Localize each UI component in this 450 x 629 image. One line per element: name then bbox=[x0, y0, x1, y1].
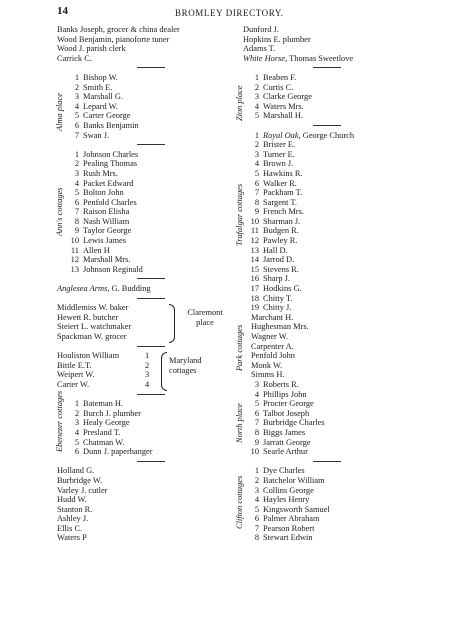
entry-text: Monk W. bbox=[251, 360, 283, 370]
entry-number: 11 bbox=[70, 245, 79, 255]
entry-number: 8 bbox=[254, 533, 259, 543]
section-label: Alma place bbox=[55, 92, 64, 131]
anns-entry bbox=[57, 169, 232, 179]
section-rule bbox=[137, 144, 165, 145]
alma-entry bbox=[57, 83, 232, 93]
entry-text: Budgen R. bbox=[263, 226, 299, 236]
entry-text: Hughesman Mrs. bbox=[251, 322, 309, 332]
entry-text: Marshall G. bbox=[83, 92, 124, 102]
anns-entry bbox=[57, 150, 232, 160]
entry-text: Johnson Reginald bbox=[83, 264, 143, 274]
entry-text: Rush Mrs. bbox=[83, 168, 118, 178]
trafalgar-entry bbox=[243, 198, 418, 208]
entry-text: Raison Elisha bbox=[83, 207, 130, 217]
entry-text: Beaben F. bbox=[263, 72, 297, 82]
entry-number: 10 bbox=[250, 216, 259, 226]
trafalgar-entry bbox=[243, 303, 418, 313]
section-rule bbox=[313, 125, 341, 126]
section-label: Trafalgar cottages bbox=[235, 183, 244, 246]
trafalgar-entry bbox=[243, 255, 418, 265]
entry-text: Hopkins E. plumber bbox=[243, 34, 311, 44]
entry-number: 1 bbox=[74, 399, 79, 409]
entry-number: 3 bbox=[254, 485, 259, 495]
entry-number: 7 bbox=[254, 523, 259, 533]
entry-number: 9 bbox=[254, 437, 259, 447]
entry-number: 4 bbox=[254, 495, 259, 505]
entry-number: 5 bbox=[74, 111, 79, 121]
entry-line bbox=[57, 35, 232, 45]
entry-text: Dunford J. bbox=[243, 25, 279, 34]
claremont-brace bbox=[169, 304, 175, 342]
entry-text: Ashley J. bbox=[57, 514, 89, 524]
entry-number: 5 bbox=[74, 188, 79, 198]
entry-text: Clarke George bbox=[263, 92, 312, 102]
entry-number: 5 bbox=[254, 504, 259, 514]
entry-text: Waters P bbox=[57, 533, 87, 543]
trafalgar-entry bbox=[243, 226, 418, 236]
entry-number: 13 bbox=[70, 264, 79, 274]
section-rule bbox=[137, 461, 165, 462]
entry-text: Burch J. plumber bbox=[83, 408, 141, 418]
entry-number: 7 bbox=[74, 130, 79, 140]
entry-number: 2 bbox=[74, 408, 79, 418]
entry-text: Chitty T. bbox=[263, 293, 293, 303]
entry-number: 10 bbox=[250, 447, 259, 457]
entry-number: 12 bbox=[70, 255, 79, 265]
entry-text: Adams T. bbox=[243, 44, 276, 54]
separator-row bbox=[243, 121, 418, 131]
section-label: Zion place bbox=[235, 85, 244, 121]
entry-text: Biggs James bbox=[263, 427, 306, 437]
inn-name: White Horse, bbox=[243, 53, 288, 63]
entry-text: Bittle E.T. bbox=[57, 360, 92, 370]
section-label: Park cottages bbox=[235, 324, 244, 371]
anns-entry bbox=[57, 159, 232, 169]
entry-line bbox=[57, 514, 232, 524]
right-column bbox=[235, 25, 418, 543]
entry-text: Presland T. bbox=[83, 427, 121, 437]
clifton-entry bbox=[243, 524, 418, 534]
anns-entry bbox=[57, 207, 232, 217]
entry-text: Turner E. bbox=[263, 149, 295, 159]
entry-number: 3 bbox=[74, 92, 79, 102]
ebenezer-entry bbox=[57, 447, 232, 457]
entry-text: Wood Benjamin, pianoforte tuner bbox=[57, 34, 170, 44]
entry-number: 2 bbox=[254, 140, 259, 150]
entry-number: 19 bbox=[250, 303, 259, 313]
entry-line bbox=[57, 54, 232, 64]
entry-text: Taylor George bbox=[83, 226, 132, 236]
entry-text: Jarratt George bbox=[263, 437, 311, 447]
trafalgar-entry bbox=[243, 265, 418, 275]
entry-text: Hayles Henry bbox=[263, 495, 310, 505]
anns-entry bbox=[57, 265, 232, 275]
entry-text: Carter W. bbox=[57, 379, 90, 389]
clifton-entry bbox=[243, 476, 418, 486]
entry-number: 18 bbox=[250, 293, 259, 303]
trafalgar-entry bbox=[243, 179, 418, 189]
north-entry bbox=[243, 380, 418, 390]
entry-text: Hodkins G. bbox=[263, 284, 302, 294]
entry-number: 6 bbox=[74, 447, 79, 457]
entry-text: Dunn J. paperhanger bbox=[83, 447, 153, 457]
entry-line bbox=[57, 495, 232, 505]
entry-line bbox=[57, 25, 232, 35]
entry-text: Carter George bbox=[83, 111, 131, 121]
inn-keeper: Thomas Sweetlove bbox=[289, 53, 354, 63]
entry-number: 3 bbox=[254, 149, 259, 159]
entry-text: Steiert L. watchmaker bbox=[57, 322, 132, 332]
page-number: 14 bbox=[57, 5, 68, 17]
entry-text: Holland G. bbox=[57, 466, 95, 476]
anns-entry bbox=[57, 246, 232, 256]
entry-number: 2 bbox=[74, 82, 79, 92]
entry-text: Stanton R. bbox=[57, 504, 93, 514]
entry-text: Carrick C. bbox=[57, 53, 92, 63]
entry-text: Penfold Charles bbox=[83, 197, 137, 207]
anglesea-arms-line bbox=[57, 284, 232, 294]
entry-text: Pealing Thomas bbox=[83, 159, 138, 169]
left-column bbox=[57, 25, 232, 543]
trafalgar-entry bbox=[243, 274, 418, 284]
entry-text: Weipert W. bbox=[57, 370, 95, 380]
maryland-label: Maryland cottages bbox=[169, 356, 202, 375]
entry-text: Sargent T. bbox=[263, 197, 297, 207]
entry-text: Penfold John bbox=[251, 351, 295, 361]
entry-text: Bateman H. bbox=[83, 399, 124, 409]
entry-text: Carpenter A. bbox=[251, 341, 294, 351]
entry-text: Chatman W. bbox=[83, 437, 125, 447]
separator-row bbox=[57, 342, 232, 352]
entry-number: 1 bbox=[254, 72, 259, 82]
entry-text: Pawley R. bbox=[263, 236, 298, 246]
entry-line bbox=[57, 476, 232, 486]
entry-text: Sharp J. bbox=[263, 274, 290, 284]
maryland-entry bbox=[57, 380, 232, 390]
ebenezer-entry bbox=[57, 409, 232, 419]
entry-text: Marshall H. bbox=[263, 111, 304, 121]
anns-entry bbox=[57, 236, 232, 246]
inn-keeper: G. Budding bbox=[111, 284, 151, 294]
entry-text: Stewart Edwin bbox=[263, 533, 313, 543]
alma-entry bbox=[57, 131, 232, 141]
entry-text: Wood J. parish clerk bbox=[57, 44, 126, 54]
entry-number: 6 bbox=[254, 178, 259, 188]
park-entry bbox=[243, 361, 418, 371]
clifton-entry bbox=[243, 495, 418, 505]
entry-number: 4 bbox=[74, 101, 79, 111]
entry-text: Banks Joseph, grocer & china dealer bbox=[57, 25, 180, 34]
anns-entry bbox=[57, 198, 232, 208]
entry-number: 4 bbox=[254, 101, 259, 111]
entry-number: 5 bbox=[254, 399, 259, 409]
entry-number: 5 bbox=[254, 168, 259, 178]
trafalgar-entry bbox=[243, 150, 418, 160]
entry-text: Marshall Mrs. bbox=[83, 255, 131, 265]
entry-number: 4 bbox=[254, 389, 259, 399]
anns-entry bbox=[57, 226, 232, 236]
entry-text: Batchelor William bbox=[263, 475, 325, 485]
entry-number: 3 bbox=[254, 379, 259, 389]
entry-text: Sharman J. bbox=[263, 216, 301, 226]
entry-number: 9 bbox=[254, 207, 259, 217]
claremont-label: Claremont place bbox=[187, 308, 223, 327]
entry-text: Walker R. bbox=[263, 178, 297, 188]
entry-text: Packham T. bbox=[263, 188, 303, 198]
entry-text: Curtis C. bbox=[263, 82, 294, 92]
entry-number: 16 bbox=[250, 274, 259, 284]
entry-number: 5 bbox=[74, 437, 79, 447]
entry-number: 2 bbox=[254, 82, 259, 92]
section-rule bbox=[137, 346, 165, 347]
entry-number: 1 bbox=[254, 130, 259, 140]
zion-entry bbox=[243, 83, 418, 93]
entry-number: 6 bbox=[254, 408, 259, 418]
north-entry bbox=[243, 428, 418, 438]
clifton-entry bbox=[243, 466, 418, 476]
entry-number: 6 bbox=[74, 120, 79, 130]
separator-row bbox=[57, 294, 232, 304]
entry-text: Smith E. bbox=[83, 82, 113, 92]
entry-text: Lepard W. bbox=[83, 101, 118, 111]
entry-text: Brister E. bbox=[263, 140, 296, 150]
anns-entry bbox=[57, 188, 232, 198]
trafalgar-entry bbox=[243, 294, 418, 304]
entry-number: 8 bbox=[74, 216, 79, 226]
entry-text: Talbot Joseph bbox=[263, 408, 310, 418]
entry-text: Royal Oak, bbox=[263, 130, 301, 140]
entry-text: Chitty J. bbox=[263, 303, 292, 313]
entry-number: 4 bbox=[74, 178, 79, 188]
entry-text: Bishop W. bbox=[83, 72, 118, 82]
inn-name: Anglesea Arms, bbox=[57, 284, 110, 294]
park-entry bbox=[243, 342, 418, 352]
clifton-entry bbox=[243, 486, 418, 496]
park-entry bbox=[243, 313, 418, 323]
entry-number: 13 bbox=[250, 245, 259, 255]
entry-line bbox=[57, 533, 232, 543]
entry-number: 6 bbox=[254, 514, 259, 524]
section-rule bbox=[313, 67, 341, 68]
entry-text: Spackman W. grocer bbox=[57, 332, 127, 341]
entry-text: Healy George bbox=[83, 418, 130, 428]
entry-text: Roberts R. bbox=[263, 379, 299, 389]
north-entry bbox=[243, 438, 418, 448]
section-label: Ann's cottages bbox=[55, 187, 64, 237]
entry-number: 1 bbox=[74, 149, 79, 159]
section-rule bbox=[137, 298, 165, 299]
entry-text: Allen H bbox=[83, 245, 110, 255]
entry-text: Hewett R. butcher bbox=[57, 312, 119, 322]
entry-number: 3 bbox=[254, 92, 259, 102]
entry-number: 1 bbox=[74, 72, 79, 82]
trafalgar-entry bbox=[243, 207, 418, 217]
entry-number: 15 bbox=[250, 264, 259, 274]
entry-text: Palmer Abraham bbox=[263, 514, 320, 524]
zion-entry bbox=[243, 73, 418, 83]
entry-number: 1 bbox=[254, 466, 259, 476]
alma-entry bbox=[57, 121, 232, 131]
entry-text: Jarrod D. bbox=[263, 255, 295, 265]
entry-text: Lewis James bbox=[83, 236, 127, 246]
inn-keeper: George Church bbox=[302, 130, 355, 140]
entry-text: Burbridge Charles bbox=[263, 418, 325, 428]
separator-row bbox=[243, 63, 418, 73]
park-entry bbox=[243, 370, 418, 380]
separator-row bbox=[57, 390, 232, 400]
ebenezer-entry bbox=[57, 399, 232, 409]
entry-number: 2 bbox=[254, 475, 259, 485]
section-label: Clifton cottages bbox=[235, 475, 244, 529]
trafalgar-entry bbox=[243, 169, 418, 179]
entry-line bbox=[243, 44, 418, 54]
zion-entry bbox=[243, 111, 418, 121]
section-rule bbox=[313, 461, 341, 462]
zion-entry bbox=[243, 92, 418, 102]
trafalgar-entry bbox=[243, 159, 418, 169]
anns-entry bbox=[57, 217, 232, 227]
clifton-entry bbox=[243, 533, 418, 543]
entry-text: Hall D. bbox=[263, 245, 288, 255]
section-rule bbox=[137, 67, 165, 68]
entry-number: 10 bbox=[70, 236, 79, 246]
entry-number: 7 bbox=[254, 418, 259, 428]
entry-number: 4 bbox=[254, 159, 259, 169]
entry-number: 8 bbox=[254, 427, 259, 437]
north-entry bbox=[243, 390, 418, 400]
entry-text: Burbridge W. bbox=[57, 475, 103, 485]
trafalgar-entry bbox=[243, 131, 418, 141]
trafalgar-entry bbox=[243, 217, 418, 227]
entry-text: Procter George bbox=[263, 399, 314, 409]
entry-number: 3 bbox=[74, 168, 79, 178]
trafalgar-entry bbox=[243, 246, 418, 256]
entry-text: Simms H. bbox=[251, 370, 285, 380]
entry-number: 7 bbox=[74, 207, 79, 217]
ebenezer-entry bbox=[57, 428, 232, 438]
entry-number: 3 bbox=[74, 418, 79, 428]
entry-line bbox=[57, 466, 232, 476]
north-entry bbox=[243, 418, 418, 428]
entry-text: Hudd W. bbox=[57, 495, 87, 505]
entry-text: Bolton John bbox=[83, 188, 124, 198]
entry-number: 17 bbox=[250, 284, 259, 294]
entry-text: Kingsworth Samuel bbox=[263, 504, 330, 514]
entry-number: 2 bbox=[145, 360, 150, 370]
section-label: Ebenezer cottages bbox=[55, 391, 64, 453]
park-entry bbox=[243, 332, 418, 342]
alma-entry bbox=[57, 111, 232, 121]
entry-text: Swan J. bbox=[83, 130, 110, 140]
entry-text: Houliston William bbox=[57, 351, 120, 361]
entry-text: Stevens R. bbox=[263, 264, 299, 274]
separator-row bbox=[243, 457, 418, 467]
entry-text: Pearson Robert bbox=[263, 523, 315, 533]
entry-number: 7 bbox=[254, 188, 259, 198]
trafalgar-entry bbox=[243, 188, 418, 198]
trafalgar-entry bbox=[243, 284, 418, 294]
entry-line bbox=[57, 44, 232, 54]
entry-number: 6 bbox=[74, 197, 79, 207]
alma-entry bbox=[57, 102, 232, 112]
entry-text: Brown J. bbox=[263, 159, 294, 169]
entry-text: Nash William bbox=[83, 216, 130, 226]
page-title: BROMLEY DIRECTORY. bbox=[175, 8, 284, 18]
separator-row bbox=[57, 63, 232, 73]
entry-number: 5 bbox=[254, 111, 259, 121]
entry-text: Wagner W. bbox=[251, 332, 289, 341]
entry-line bbox=[243, 25, 418, 35]
entry-number: 8 bbox=[254, 197, 259, 207]
entry-text: Marchant H. bbox=[251, 312, 294, 322]
entry-number: 9 bbox=[74, 226, 79, 236]
clifton-entry bbox=[243, 514, 418, 524]
entry-text: Hawkins R. bbox=[263, 168, 303, 178]
anns-entry bbox=[57, 255, 232, 265]
entry-text: Packet Edward bbox=[83, 178, 134, 188]
north-entry bbox=[243, 447, 418, 457]
separator-row bbox=[57, 140, 232, 150]
park-entry bbox=[243, 322, 418, 332]
entry-text: Varley J. cutler bbox=[57, 485, 108, 495]
entry-text: Phillips John bbox=[263, 389, 307, 399]
zion-entry bbox=[243, 102, 418, 112]
park-entry bbox=[243, 351, 418, 361]
trafalgar-entry bbox=[243, 140, 418, 150]
separator-row bbox=[57, 457, 232, 467]
entry-number: 3 bbox=[145, 370, 150, 380]
entry-number: 2 bbox=[74, 159, 79, 169]
entry-text: Johnson Charles bbox=[83, 149, 139, 159]
maryland-brace bbox=[161, 352, 167, 390]
alma-entry bbox=[57, 73, 232, 83]
entry-text: Middlemiss W. baker bbox=[57, 303, 129, 313]
entry-text: Ellis C. bbox=[57, 523, 83, 533]
entry-number: 12 bbox=[250, 236, 259, 246]
white-horse-line bbox=[243, 54, 418, 64]
entry-line bbox=[57, 524, 232, 534]
entry-text: Dye Charles bbox=[263, 466, 305, 476]
alma-entry bbox=[57, 92, 232, 102]
anns-entry bbox=[57, 179, 232, 189]
ebenezer-entry bbox=[57, 418, 232, 428]
trafalgar-entry bbox=[243, 236, 418, 246]
entry-line bbox=[57, 505, 232, 515]
entry-text: Waters Mrs. bbox=[263, 101, 304, 111]
entry-number: 4 bbox=[74, 427, 79, 437]
entry-number: 14 bbox=[250, 255, 259, 265]
claremont-entry bbox=[57, 332, 232, 342]
ebenezer-entry bbox=[57, 438, 232, 448]
entry-line bbox=[57, 486, 232, 496]
entry-text: Collins George bbox=[263, 485, 314, 495]
entry-text: French Mrs. bbox=[263, 207, 304, 217]
separator-row bbox=[57, 274, 232, 284]
north-entry bbox=[243, 399, 418, 409]
entry-number: 11 bbox=[250, 226, 259, 236]
section-label: North place bbox=[235, 402, 244, 443]
entry-line bbox=[243, 35, 418, 45]
entry-number: 1 bbox=[145, 351, 150, 361]
clifton-entry bbox=[243, 505, 418, 515]
section-rule bbox=[137, 394, 165, 395]
north-entry bbox=[243, 409, 418, 419]
entry-text: Searle Arthur bbox=[263, 447, 308, 457]
entry-number: 4 bbox=[145, 379, 150, 389]
entry-text: Banks Benjamin bbox=[83, 120, 139, 130]
section-rule bbox=[137, 278, 165, 279]
